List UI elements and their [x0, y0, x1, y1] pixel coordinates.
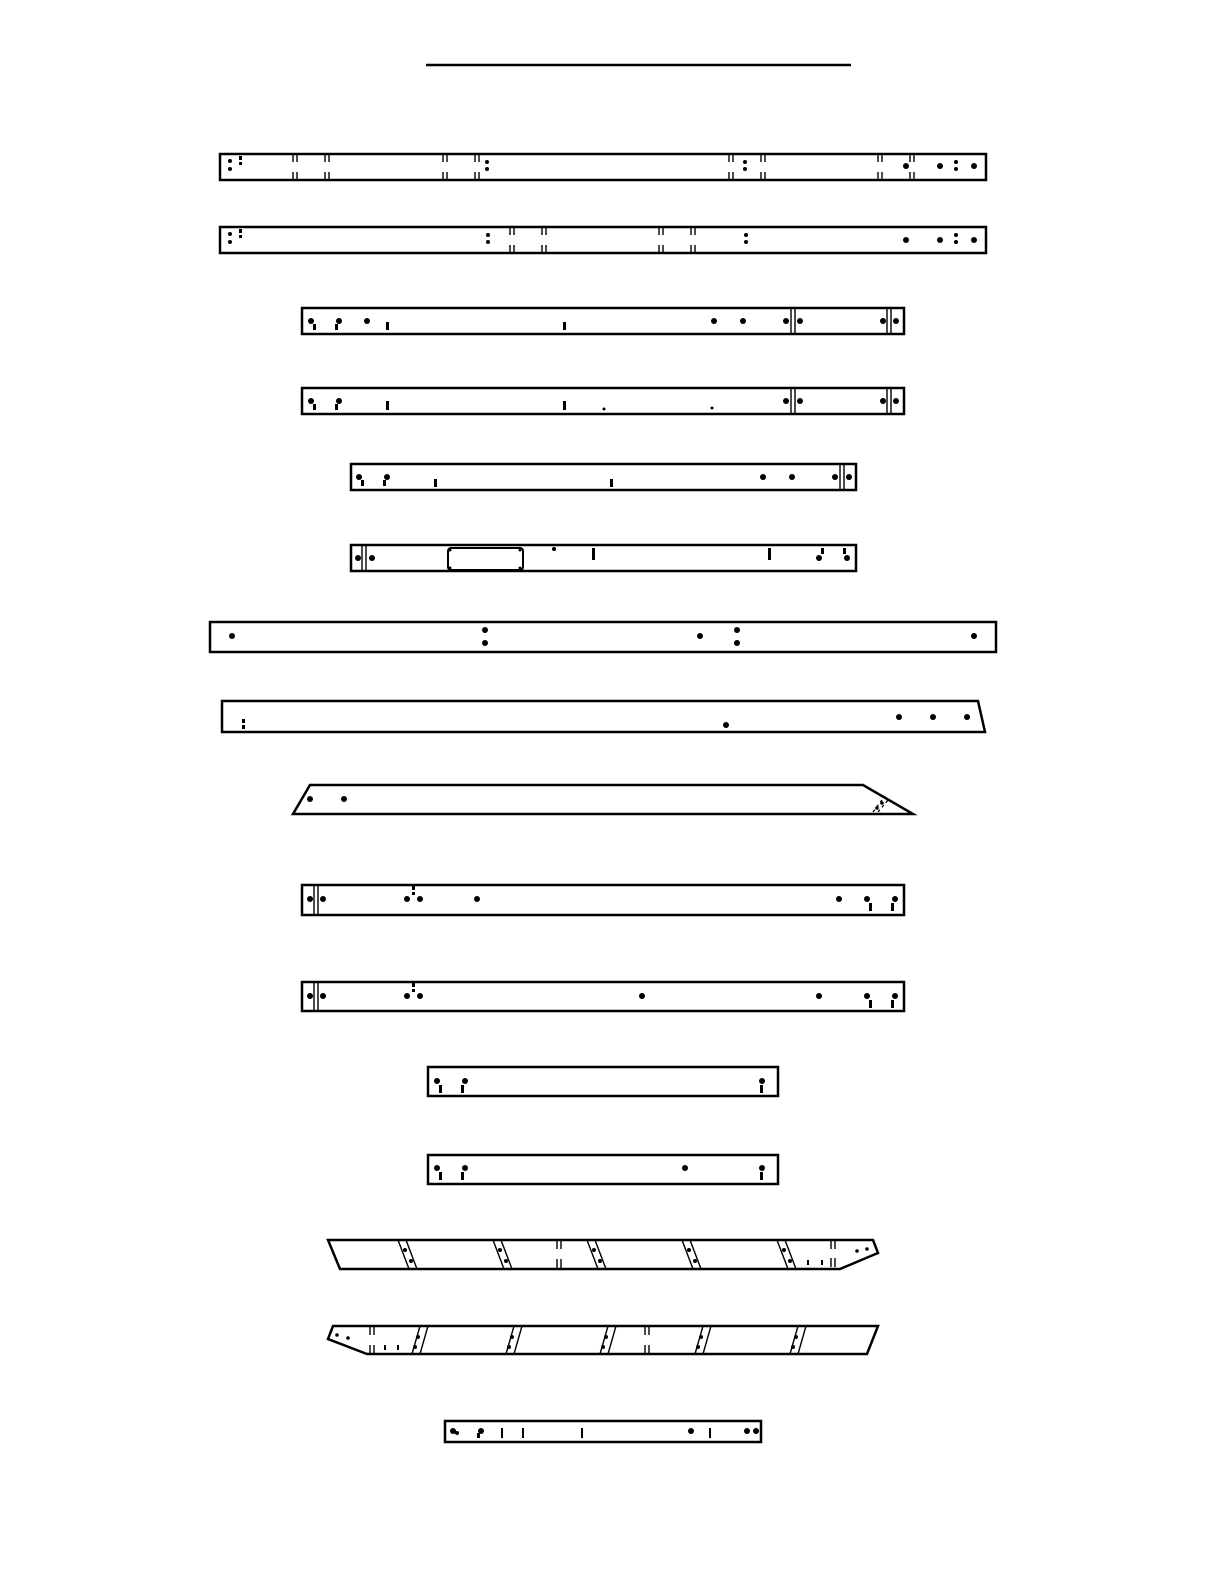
part-16-holes [450, 1428, 759, 1438]
part-3-holes [308, 318, 899, 330]
part-15-holes [335, 1333, 798, 1350]
part-9-outline [293, 785, 913, 814]
part-11 [302, 982, 904, 1011]
part-2-slots [510, 228, 695, 252]
part-10 [302, 885, 904, 915]
part-14-outline [328, 1240, 878, 1269]
part-3-slots [791, 309, 891, 333]
part-11-holes [307, 983, 898, 1008]
part-11-slots [314, 983, 318, 1010]
part-15-braces [412, 1326, 806, 1354]
part-7 [210, 622, 996, 652]
part-16 [445, 1421, 761, 1442]
part-1-slots [293, 155, 914, 179]
part-13-holes [434, 1165, 765, 1180]
part-6-cutout [448, 548, 523, 570]
part-15 [328, 1326, 878, 1354]
part-10-slots [314, 886, 318, 914]
part-5-holes [356, 474, 852, 487]
part-15-outline [328, 1326, 878, 1354]
part-16-outline [445, 1421, 761, 1442]
part-5 [351, 464, 856, 490]
part-12 [428, 1067, 778, 1096]
part-2 [220, 227, 986, 253]
part-14-braces [398, 1240, 796, 1269]
part-8 [222, 701, 985, 732]
part-5-outline [351, 464, 856, 490]
part-11-outline [302, 982, 904, 1011]
part-2-outline [220, 227, 986, 253]
part-9 [293, 785, 913, 814]
part-8-holes [242, 714, 970, 729]
part-5-slots [840, 465, 844, 489]
part-1-holes [228, 156, 977, 171]
part-4 [302, 388, 904, 414]
part-7-outline [210, 622, 996, 652]
part-9-holes [307, 796, 888, 812]
part-4-slots [791, 389, 891, 413]
part-4-holes [308, 398, 899, 411]
part-3 [302, 308, 904, 334]
part-12-outline [428, 1067, 778, 1096]
part-2-holes [228, 229, 977, 244]
part-1-outline [220, 154, 986, 180]
part-6-outline [351, 545, 856, 571]
part-7-holes [229, 627, 977, 646]
part-10-holes [307, 886, 898, 911]
part-10-outline [302, 885, 904, 915]
part-1 [220, 154, 986, 180]
part-13 [428, 1155, 778, 1184]
part-13-outline [428, 1155, 778, 1184]
part-12-holes [434, 1078, 765, 1093]
part-8-outline [222, 701, 985, 732]
part-3-outline [302, 308, 904, 334]
part-14-holes [403, 1247, 869, 1265]
part-6-slots [362, 546, 366, 570]
part-6 [351, 545, 856, 571]
part-6-holes [355, 547, 850, 570]
part-14 [328, 1240, 878, 1269]
